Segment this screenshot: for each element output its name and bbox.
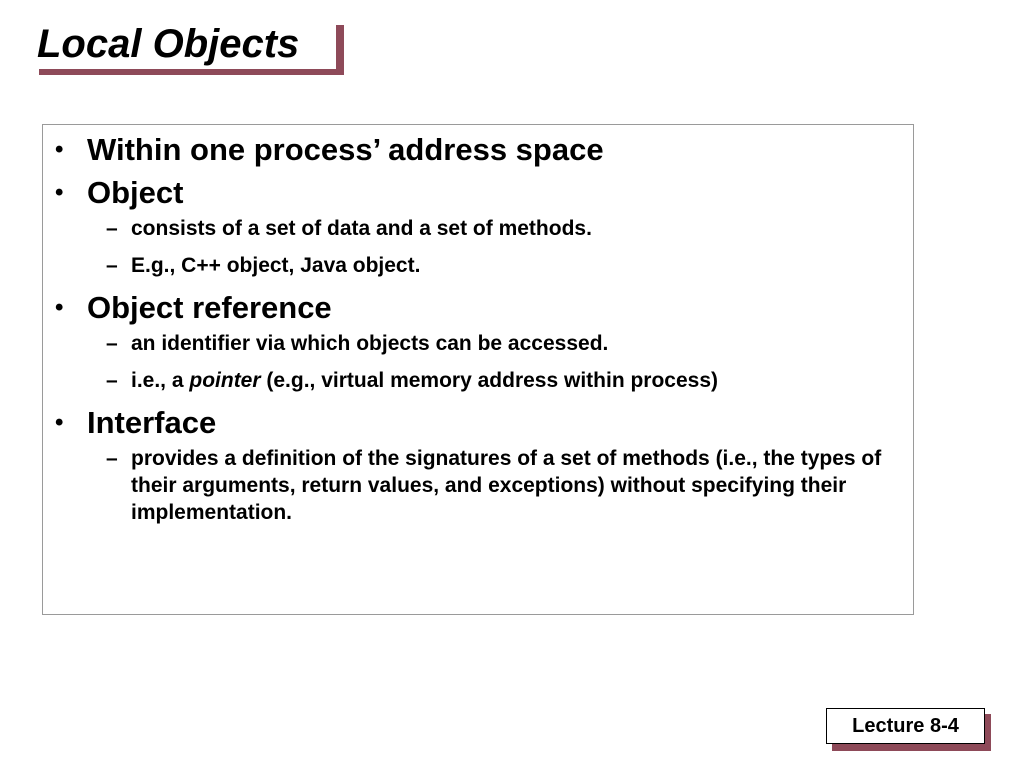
- sub-item-emphasis: pointer: [189, 369, 261, 392]
- sub-item-text: provides a definition of the signatures of a set of methods (i.e., the types of their arguments, return values, and exceptions) without specifying their implementation.: [131, 447, 882, 524]
- sub-item-text-before: i.e., a: [131, 369, 190, 392]
- sub-item-text: consists of a set of data and a set of methods.: [131, 217, 592, 240]
- bullet-item-address-space: [55, 131, 900, 168]
- sub-item: [87, 215, 900, 242]
- dash-icon: –: [106, 447, 118, 470]
- dash-icon: –: [106, 369, 118, 392]
- sub-item: [87, 252, 900, 279]
- bullet-item-object: [55, 174, 900, 279]
- bullet-item-object-reference: [55, 289, 900, 394]
- bullet-icon: •: [55, 294, 64, 321]
- title-box: [33, 19, 336, 69]
- dash-icon: –: [106, 217, 118, 240]
- sub-list: [87, 215, 900, 279]
- bullet-text: Object: [87, 175, 184, 210]
- sub-item: [87, 445, 900, 526]
- dash-icon: –: [106, 332, 118, 355]
- sub-item: [87, 367, 900, 394]
- content-box: [42, 124, 914, 615]
- sub-item-text: E.g., C++ object, Java object.: [131, 254, 421, 277]
- dash-icon: –: [106, 254, 118, 277]
- lecture-label: Lecture 8-4: [826, 708, 985, 744]
- slide-title: Local Objects: [37, 22, 300, 66]
- sub-item: [87, 330, 900, 357]
- sub-list: [87, 445, 900, 526]
- bullet-text: Within one process’ address space: [87, 132, 604, 167]
- sub-item-text-after: (e.g., virtual memory address within process): [260, 369, 719, 392]
- sub-list: [87, 330, 900, 394]
- sub-item-text: an identifier via which objects can be accessed.: [131, 332, 609, 355]
- bullet-text: Interface: [87, 405, 217, 440]
- bullet-icon: •: [55, 409, 64, 436]
- bullet-text: Object reference: [87, 290, 332, 325]
- bullet-icon: •: [55, 179, 64, 206]
- bullet-list: [55, 131, 900, 536]
- bullet-icon: •: [55, 136, 64, 163]
- bullet-item-interface: [55, 404, 900, 526]
